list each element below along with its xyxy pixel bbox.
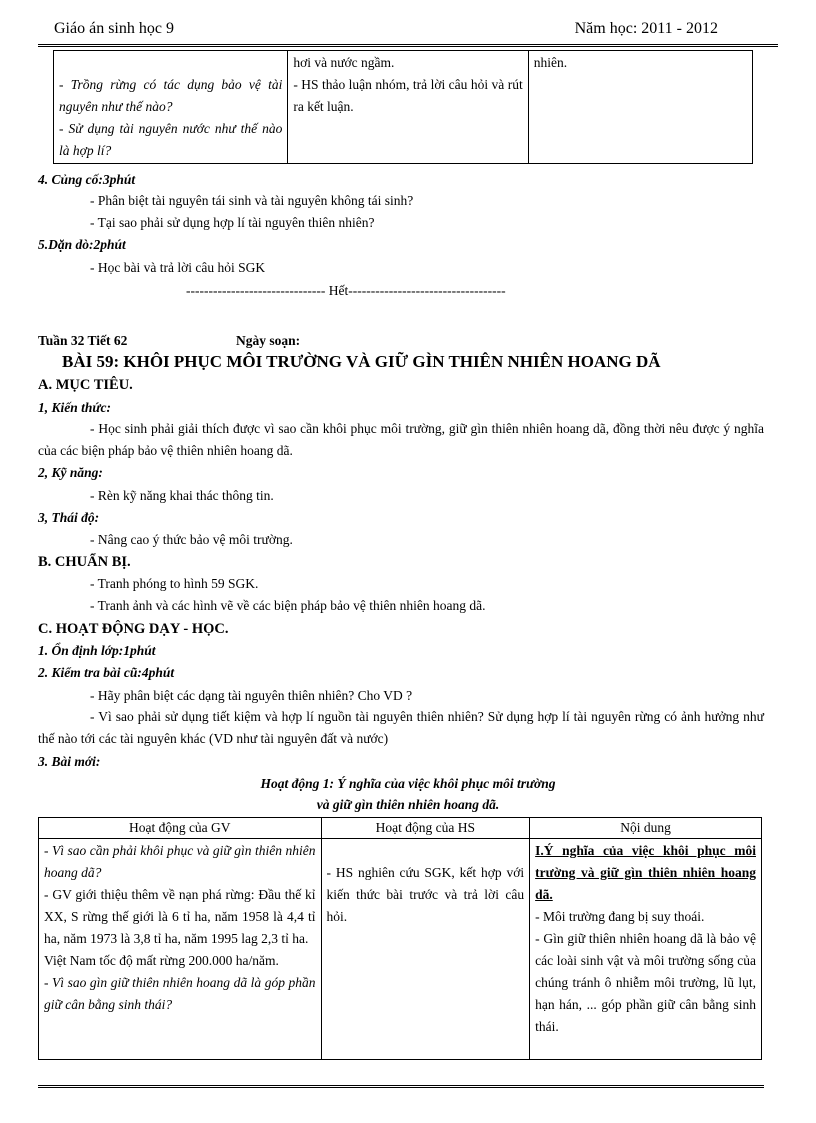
- cung-co-title: 4. Củng cố:3phút: [38, 172, 136, 187]
- thai-do-title: 3, Thái độ:: [38, 510, 100, 525]
- gv-question-2: - Vì sao gìn giữ thiên nhiên hoang dã là góp phần giữ cân bằng sinh thái?: [44, 975, 316, 1012]
- header-school-year: Năm học: 2011 - 2012: [574, 20, 718, 37]
- header-hs: Hoạt động của HS: [321, 818, 530, 839]
- thai-do-text: - Nâng cao ý thức bảo vệ môi trường.: [90, 532, 293, 547]
- header-noi-dung: Nội dung: [530, 818, 762, 839]
- kiem-tra-title: 2. Kiểm tra bài cũ:4phút: [38, 665, 175, 680]
- top-table-hs-line2: - HS thảo luận nhóm, trả lời câu hỏi và rút ra kết luận.: [293, 77, 523, 114]
- bai-moi-title: 3. Bài mới:: [38, 754, 101, 769]
- noi-dung-heading: I.Ý nghĩa của việc khôi phục môi trường và giữ gìn thiên nhiên hoang dã.: [535, 843, 756, 902]
- lesson-title: BÀI 59: KHÔI PHỤC MÔI TRƯỜNG VÀ GIỮ GÌN THIÊN NHIÊN HOANG DÃ: [62, 352, 661, 371]
- kien-thuc-title: 1, Kiến thức:: [38, 400, 111, 415]
- ky-nang-text: - Rèn kỹ năng khai thác thông tin.: [90, 488, 274, 503]
- top-table-hs-cell: [288, 51, 528, 164]
- hs-cell: [321, 839, 530, 1060]
- header-subject: Giáo án sinh học 9: [54, 20, 174, 37]
- kiem-tra-question-1: - Hãy phân biệt các dạng tài nguyên thiên nhiên? Cho VD ?: [90, 688, 413, 703]
- header-gv: Hoạt động của GV: [39, 818, 322, 839]
- chuan-bi-item-1: - Tranh phóng to hình 59 SGK.: [90, 576, 259, 591]
- activity-1-title-line2: và giữ gìn thiên nhiên hoang dã.: [316, 797, 500, 812]
- prep-date: Ngày soạn:: [236, 333, 301, 348]
- gv-info: - GV giới thiệu thêm về nạn phá rừng: Đầu thế kỉ XX, S rừng thế giới là 6 tỉ ha, năm 1958 là 4,4 tỉ ha, năm 1973 là 3,8 tỉ ha, năm 1995 lag 2,3 tỉ ha.: [44, 887, 316, 946]
- kien-thuc-text: - Học sinh phải giải thích được vì sao cần khôi phục môi trường, giữ gìn thiên nhiên hoang dã, đồng thời nêu được ý nghĩa của các biện pháp bảo vệ thiên nhiên hoang dã.: [38, 421, 764, 458]
- continued-activity-table: [53, 50, 753, 164]
- noi-dung-cell: [530, 839, 762, 1060]
- cung-co-item-1: - Phân biệt tài nguyên tái sinh và tài nguyên không tái sinh?: [90, 193, 414, 208]
- noi-dung-point-1: - Môi trường đang bị suy thoái.: [535, 909, 705, 924]
- activity-1-title-line1: Hoạt động 1: Ý nghĩa của việc khôi phục môi trường: [260, 776, 556, 791]
- top-table-hs-line1: hơi và nước ngầm.: [293, 55, 395, 70]
- top-table-gv-cell: [54, 51, 288, 164]
- hs-activity: - HS nghiên cứu SGK, kết hợp với kiến thức bài trước và trả lời câu hỏi.: [326, 865, 525, 924]
- gv-vietnam: Việt Nam tốc độ mất rừng 200.000 ha/năm.: [44, 953, 279, 968]
- dan-do-item: - Học bài và trả lời câu hỏi SGK: [90, 260, 266, 275]
- noi-dung-point-2: - Gìn giữ thiên nhiên hoang dã là bảo vệ các loài sinh vật và môi trường sống của chúng tránh ô nhiễm môi trường, lũ lụt, hạn hán, ... góp phần giữ cân bằng sinh thái.: [535, 931, 756, 1034]
- dan-do-title: 5.Dặn dò:2phút: [38, 237, 126, 252]
- section-b-title: B. CHUẨN BỊ.: [38, 554, 131, 570]
- on-dinh-lop: 1. Ổn định lớp:1phút: [38, 643, 156, 658]
- top-table-nd-line1: nhiên.: [533, 55, 568, 70]
- kiem-tra-question-2: - Vì sao phải sử dụng tiết kiệm và hợp lí nguồn tài nguyên thiên nhiên? Sử dụng hợp lí tài nguyên rừng có ảnh hưởng như thế nào tới các tài nguyên khác (VD như tài nguyên đất và nước): [38, 709, 764, 746]
- gv-cell: [39, 839, 322, 1060]
- page-footer-rule: [38, 1085, 764, 1088]
- ky-nang-title: 2, Kỹ năng:: [38, 465, 103, 480]
- page-header: [38, 18, 778, 47]
- top-table-nd-cell: [528, 51, 752, 164]
- top-table-gv-q2: - Sử dụng tài nguyên nước như thế nào là hợp lí?: [59, 121, 283, 158]
- cung-co-item-2: - Tại sao phải sử dụng hợp lí tài nguyên thiên nhiên?: [90, 215, 375, 230]
- end-separator: ------------------------------- Hết-----------------------------------: [186, 283, 506, 298]
- section-a-title: A. MỤC TIÊU.: [38, 377, 133, 393]
- gv-question-1: - Vì sao cần phải khôi phục và giữ gìn thiên nhiên hoang dã?: [44, 843, 316, 880]
- section-c-title: C. HOẠT ĐỘNG DẠY - HỌC.: [38, 621, 229, 637]
- week-period: Tuần 32 Tiết 62: [38, 333, 128, 348]
- top-table-gv-q1: - Trồng rừng có tác dụng bảo vệ tài nguyên như thế nào?: [59, 77, 283, 114]
- activity-1-table: [38, 817, 762, 1060]
- chuan-bi-item-2: - Tranh ảnh và các hình vẽ về các biện pháp bảo vệ thiên nhiên hoang dã.: [90, 598, 486, 613]
